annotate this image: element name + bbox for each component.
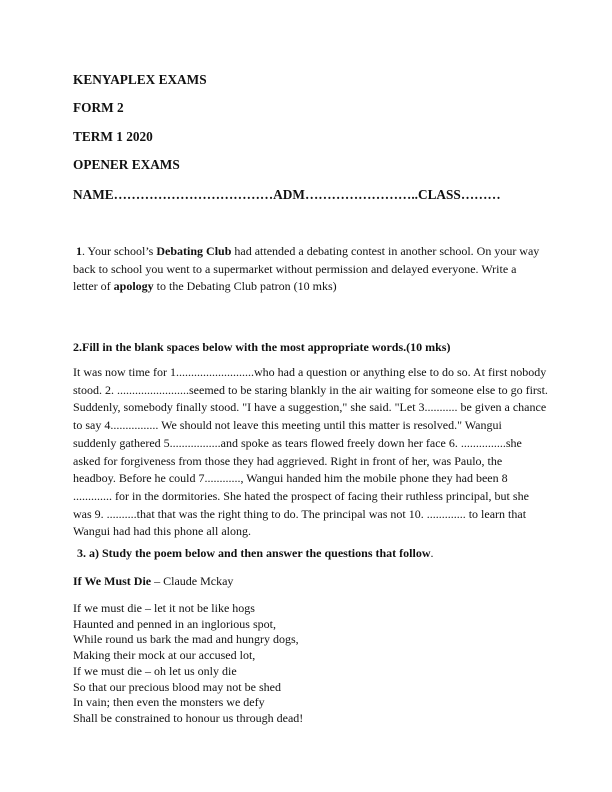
poem-line: In vain; then even the monsters we defy (73, 695, 265, 710)
question-1 (73, 243, 543, 296)
question-1-text-c: to the Debating Club patron (10 mks) (153, 279, 337, 293)
question-3-heading (77, 545, 433, 563)
poem-title: If We Must Die (73, 574, 152, 588)
question-1-number: 1 (76, 244, 82, 258)
poem-line: Making their mock at our accused lot, (73, 648, 256, 663)
poem-author: – Claude Mckay (151, 574, 234, 588)
question-1-bold-apology: apology (113, 279, 154, 293)
school-name: KENYAPLEX EXAMS (73, 72, 207, 87)
question-2-passage: It was now time for 1..........................who had a question or anything else to do so. At first nobody stood. 2. ........................seemed to be staring blankly in the air waiting for someone else to go first. Suddenly, somebody finally stood. "I have a suggestion," she said. "Let 3........... be given a chance to say 4................ We should not leave this meeting until this matter is resolved." Wangui suddenly gathered 5.................and spoke as tears flowed freely down her face 6. ...............she asked for forgiveness from those they had aggrieved. Right in front of her, was Paulo, the headboy. Before he could 7............, Wangui handed him the mobile phone they had been 8 ............. for in the dormitories. She hated the prospect of facing their ruthless principal, but she was 9. ..........that that was the right thing to do. The principal was not 10. ............. to learn that Wangui had had this phone all along. (73, 365, 548, 539)
name-adm-class-line: NAME………………………………ADM……………………..CLASS……… (73, 187, 501, 202)
question-3-heading-text: 3. a) Study the poem below and then answer the questions that follow (77, 546, 431, 560)
poem-line: If we must die – oh let us only die (73, 663, 237, 678)
question-3-heading-period: . (430, 546, 434, 560)
poem-line: Haunted and penned in an inglorious spot, (73, 616, 276, 631)
poem-line: If we must die – let it not be like hogs (73, 601, 255, 615)
question-1-text-a: . Your school’s (82, 244, 157, 258)
form-level: FORM 2 (73, 100, 124, 115)
question-1-text-b: had attended a debating contest in another school. On your way back to school you went to a supermarket without permission and delayed everyone. Write a letter of (73, 244, 540, 293)
poem-body (73, 601, 303, 727)
question-2-heading: 2.Fill in the blank spaces below with the most appropriate words.(10 mks) (73, 340, 451, 354)
question-1-bold-debating-club: Debating Club (156, 244, 232, 258)
exam-title: OPENER EXAMS (73, 157, 180, 172)
poem-line: While round us bark the mad and hungry dogs, (73, 632, 299, 647)
term-year: TERM 1 2020 (73, 129, 153, 144)
poem-title-line (73, 573, 233, 591)
poem-line: Shall be constrained to honour us through dead! (73, 710, 304, 725)
poem-line: So that our precious blood may not be shed (73, 679, 281, 694)
